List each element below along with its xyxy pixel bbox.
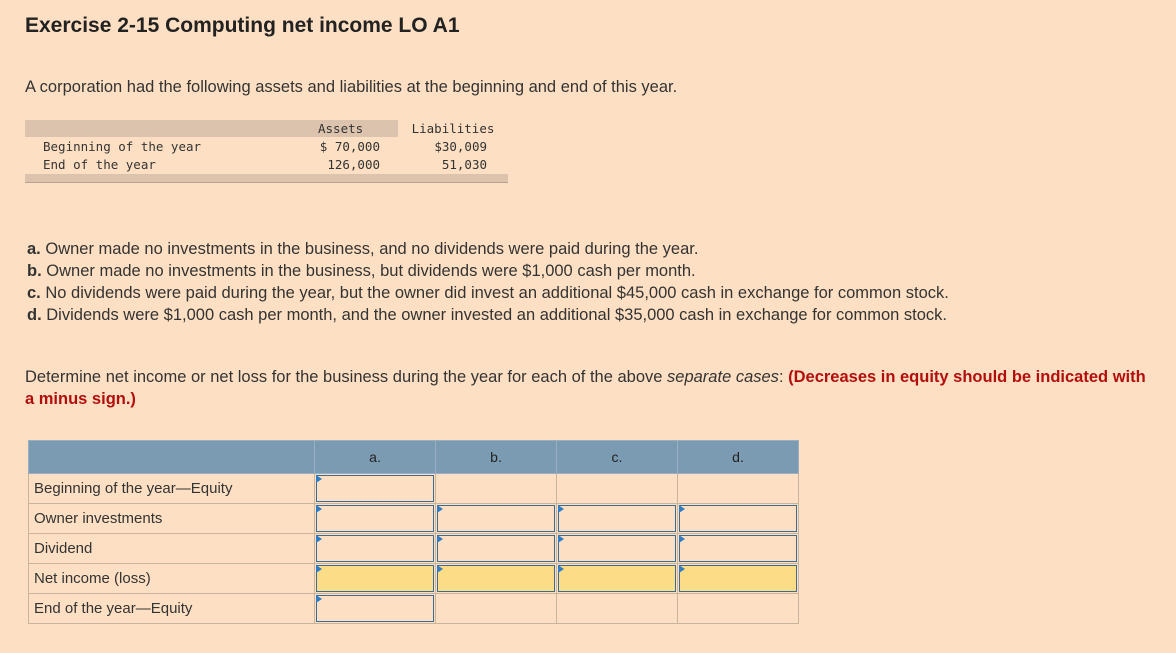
cell-dividend-c[interactable] xyxy=(557,534,678,564)
cell-net-income-a[interactable] xyxy=(315,564,436,594)
case-letter: b. xyxy=(27,262,42,280)
cell-net-income-b[interactable] xyxy=(436,564,557,594)
answer-input[interactable] xyxy=(679,535,797,562)
answer-input[interactable] xyxy=(437,565,555,592)
liabilities-value: 51,030 xyxy=(441,157,487,172)
cell-dividend-a[interactable] xyxy=(315,534,436,564)
answer-input[interactable] xyxy=(679,505,797,532)
input-marker-icon xyxy=(316,535,322,543)
case-letter: d. xyxy=(27,306,42,324)
case-text: Owner made no investments in the business, and no dividends were paid during the year. xyxy=(45,240,699,258)
al-row-label: Beginning of the year xyxy=(43,139,202,154)
input-marker-icon xyxy=(679,535,685,543)
assets-value: $ 70,000 xyxy=(319,139,380,154)
instructions-emphasis: separate cases xyxy=(667,368,779,386)
cell-end-equity-d xyxy=(678,594,799,624)
column-header-c: c. xyxy=(557,441,678,474)
case-list xyxy=(27,238,949,326)
row-label-dividend: Dividend xyxy=(29,534,315,564)
answer-input[interactable] xyxy=(316,535,434,562)
instructions xyxy=(25,366,1155,410)
answer-input[interactable] xyxy=(316,595,434,622)
cell-beginning-equity-a[interactable] xyxy=(315,474,436,504)
answer-grid xyxy=(28,440,799,624)
cell-end-equity-b xyxy=(436,594,557,624)
cell-owner-investments-c[interactable] xyxy=(557,504,678,534)
case-d xyxy=(27,304,949,326)
case-text: No dividends were paid during the year, but the owner did invest an additional $45,000 cash in exchange for common stock. xyxy=(45,284,949,302)
cell-end-equity-a[interactable] xyxy=(315,594,436,624)
table-row xyxy=(29,564,799,594)
page-title: Exercise 2-15 Computing net income LO A1 xyxy=(25,14,460,37)
case-c xyxy=(27,282,949,304)
grid-corner-cell xyxy=(29,441,315,474)
grid-header-row xyxy=(29,441,799,474)
answer-input[interactable] xyxy=(679,565,797,592)
assets-value: 126,000 xyxy=(327,157,380,172)
row-label-net-income: Net income (loss) xyxy=(29,564,315,594)
liabilities-header: Liabilities xyxy=(398,120,508,137)
answer-input[interactable] xyxy=(316,475,434,502)
answer-input[interactable] xyxy=(558,505,676,532)
table-row xyxy=(29,534,799,564)
input-marker-icon xyxy=(558,565,564,573)
input-marker-icon xyxy=(316,565,322,573)
case-b xyxy=(27,260,949,282)
liabilities-value: $30,009 xyxy=(434,139,487,154)
input-marker-icon xyxy=(437,505,443,513)
input-marker-icon xyxy=(679,565,685,573)
input-marker-icon xyxy=(437,565,443,573)
minus-sign-note: (Decreases in equity should be indicated with a minus sign.) xyxy=(25,368,1146,408)
input-marker-icon xyxy=(558,505,564,513)
input-marker-icon xyxy=(316,475,322,483)
answer-input[interactable] xyxy=(437,505,555,532)
answer-input[interactable] xyxy=(558,535,676,562)
row-label-end-equity: End of the year—Equity xyxy=(29,594,315,624)
al-table-footer-bar xyxy=(25,174,508,183)
column-header-b: b. xyxy=(436,441,557,474)
input-marker-icon xyxy=(558,535,564,543)
case-a xyxy=(27,238,949,260)
al-row-beginning xyxy=(25,137,508,155)
answer-input[interactable] xyxy=(558,565,676,592)
assets-header: Assets xyxy=(318,121,364,136)
cell-net-income-c[interactable] xyxy=(557,564,678,594)
column-header-d: d. xyxy=(678,441,799,474)
cell-net-income-d[interactable] xyxy=(678,564,799,594)
al-table-header xyxy=(25,120,508,137)
table-row xyxy=(29,504,799,534)
answer-input[interactable] xyxy=(316,565,434,592)
cell-dividend-b[interactable] xyxy=(436,534,557,564)
cell-beginning-equity-d xyxy=(678,474,799,504)
case-letter: a. xyxy=(27,240,41,258)
answer-input[interactable] xyxy=(437,535,555,562)
case-letter: c. xyxy=(27,284,41,302)
cell-owner-investments-b[interactable] xyxy=(436,504,557,534)
input-marker-icon xyxy=(316,595,322,603)
al-row-label: End of the year xyxy=(43,157,156,172)
cell-end-equity-c xyxy=(557,594,678,624)
table-row xyxy=(29,474,799,504)
case-text: Dividends were $1,000 cash per month, and the owner invested an additional $35,000 cash in exchange for common stock. xyxy=(46,306,947,324)
intro-text: A corporation had the following assets and liabilities at the beginning and end of this year. xyxy=(25,78,678,96)
al-row-end xyxy=(25,155,508,173)
assets-liabilities-table xyxy=(25,120,508,183)
instructions-suffix: : xyxy=(778,368,789,386)
table-row xyxy=(29,594,799,624)
input-marker-icon xyxy=(679,505,685,513)
cell-owner-investments-a[interactable] xyxy=(315,504,436,534)
input-marker-icon xyxy=(437,535,443,543)
row-label-beginning-equity: Beginning of the year—Equity xyxy=(29,474,315,504)
instructions-prefix: Determine net income or net loss for the business during the year for each of the above xyxy=(25,368,668,386)
cell-dividend-d[interactable] xyxy=(678,534,799,564)
case-text: Owner made no investments in the business, but dividends were $1,000 cash per month. xyxy=(46,262,696,280)
column-header-a: a. xyxy=(315,441,436,474)
input-marker-icon xyxy=(316,505,322,513)
cell-owner-investments-d[interactable] xyxy=(678,504,799,534)
cell-beginning-equity-b xyxy=(436,474,557,504)
answer-input[interactable] xyxy=(316,505,434,532)
row-label-owner-investments: Owner investments xyxy=(29,504,315,534)
cell-beginning-equity-c xyxy=(557,474,678,504)
